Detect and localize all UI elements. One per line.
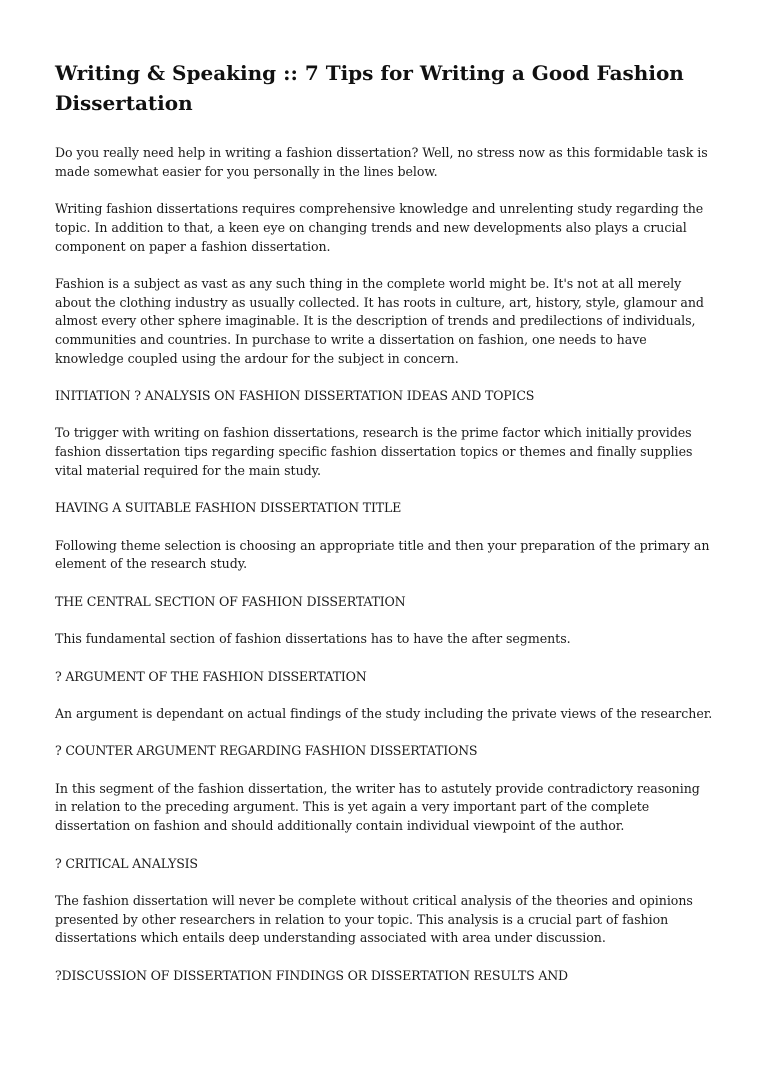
paragraph: Following theme selection is choosing an appropriate title and then your preparation of the primary an element of the research study.: [55, 537, 710, 572]
section-heading: ?DISCUSSION OF DISSERTATION FINDINGS OR DISSERTATION RESULTS AND: [55, 967, 568, 983]
paragraph: An argument is dependant on actual findings of the study including the private views of the researcher.: [55, 705, 713, 721]
paragraph: Fashion is a subject as vast as any such thing in the complete world might be. It's not at all merely about the clothing industry as usually collected. It has roots in culture, art, history, style, glamour and almost every other sphere imaginable. It is the description of trends and predilections of individuals, communities and countries. In purchase to write a dissertation on fashion, one needs to have knowledge coupled using the ardour for the subject in concern.: [55, 275, 704, 366]
paragraph: The fashion dissertation will never be complete without critical analysis of the theories and opinions presented by other researchers in relation to your topic. This analysis is a crucial part of fashion dissertations which entails deep understanding associated with area under discussion.: [55, 892, 693, 946]
document-page: [55, 58, 715, 1004]
paragraph: In this segment of the fashion dissertation, the writer has to astutely provide contradictory reasoning in relation to the preceding argument. This is yet again a very important part of the complete dissertation on fashion and should additionally contain individual viewpoint of the author.: [55, 780, 700, 834]
section-heading: THE CENTRAL SECTION OF FASHION DISSERTATION: [55, 593, 406, 609]
section-heading: ? ARGUMENT OF THE FASHION DISSERTATION: [55, 668, 367, 684]
section-heading: ? CRITICAL ANALYSIS: [55, 855, 198, 871]
paragraph: To trigger with writing on fashion dissertations, research is the prime factor which initially provides fashion dissertation tips regarding specific fashion dissertation topics or themes and finally supplies vital material required for the main study.: [55, 425, 693, 478]
section-heading: ? COUNTER ARGUMENT REGARDING FASHION DISSERTATIONS: [55, 743, 478, 759]
document-title: Writing & Speaking :: 7 Tips for Writing a Good Fashion Dissertation: [55, 61, 684, 115]
paragraph: This fundamental section of fashion dissertations has to have the after segments.: [55, 631, 571, 647]
section-heading: HAVING A SUITABLE FASHION DISSERTATION TITLE: [55, 500, 402, 516]
paragraph: Do you really need help in writing a fashion dissertation? Well, no stress now as this formidable task is made somewhat easier for you personally in the lines below.: [55, 145, 708, 179]
section-heading: INITIATION ? ANALYSIS ON FASHION DISSERTATION IDEAS AND TOPICS: [55, 388, 535, 404]
paragraph: Writing fashion dissertations requires comprehensive knowledge and unrelenting study regarding the topic. In addition to that, a keen eye on changing trends and new developments also plays a crucial component on paper a fashion dissertation.: [55, 201, 704, 254]
